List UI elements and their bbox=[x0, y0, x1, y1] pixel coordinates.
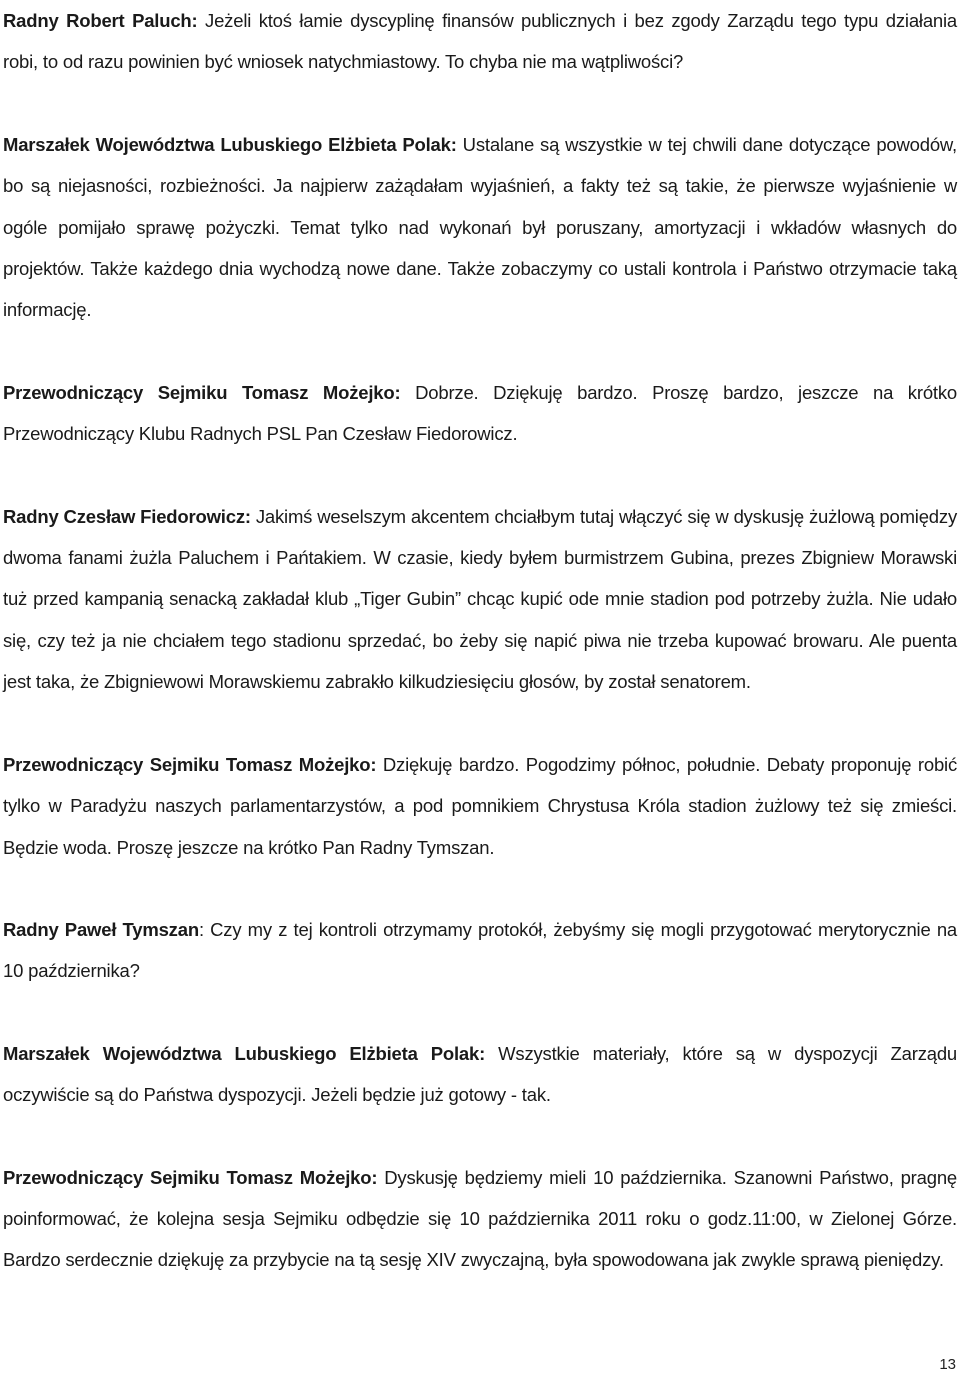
paragraph-text: Ustalane są wszystkie w tej chwili dane dotyczące powodów, bo są niejasności, rozbieżności. Ja najpierw zażądałam wyjaśnień, a fakty też są takie, że pierwsze wyjaśnienie w ogóle pomijało sprawę pożyczki. Temat tylko nad wykonań był poruszany, amortyzacji i wkładów własnych do projektów. Także każdego dnia wychodzą nowe dane. Także zobaczymy co ustali kontrola i Państwo otrzymacie taką informację. bbox=[3, 133, 957, 321]
paragraph-paluch-1 bbox=[3, 0, 957, 83]
paragraph-mozejko-3 bbox=[3, 1157, 957, 1281]
paragraph-mozejko-1 bbox=[3, 372, 957, 455]
speaker-name: Przewodniczący Sejmiku Tomasz Możejko: bbox=[3, 381, 401, 403]
paragraph-mozejko-2 bbox=[3, 744, 957, 868]
paragraph-text: Jeżeli ktoś łamie dyscyplinę finansów publicznych i bez zgody Zarządu tego typu działania robi, to od razu powinien być wniosek natychmiastowy. To chyba nie ma wątpliwości? bbox=[3, 10, 957, 73]
page-number: 13 bbox=[939, 1356, 956, 1373]
speaker-name: Przewodniczący Sejmiku Tomasz Możejko: bbox=[3, 753, 377, 775]
paragraph-text: Dyskusję będziemy mieli 10 października. Szanowni Państwo, pragnę poinformować, że kolejna sesja Sejmiku odbędzie się 10 października 2011 roku o godz.11:00, w Zielonej Górze. Bardzo serdecznie dziękuję za przybycie na tą sesję XIV zwyczajną, była spowodowana jak zwykle sprawą pieniędzy. bbox=[3, 1166, 957, 1271]
paragraph-text: Dobrze. Dziękuję bardzo. Proszę bardzo, jeszcze na krótko Przewodniczący Klubu Radnych PSL Pan Czesław Fiedorowicz. bbox=[3, 381, 957, 445]
paragraph-fiedorowicz bbox=[3, 496, 957, 703]
speaker-name: Przewodniczący Sejmiku Tomasz Możejko: bbox=[3, 1166, 378, 1188]
speaker-name: Radny Paweł Tymszan bbox=[3, 918, 199, 940]
paragraph-tymszan bbox=[3, 909, 957, 992]
speaker-name: Marszałek Województwa Lubuskiego Elżbieta Polak: bbox=[3, 1042, 486, 1064]
document-page bbox=[3, 0, 957, 1281]
paragraph-text: : Czy my z tej kontroli otrzymamy protokół, żebyśmy się mogli przygotować merytorycznie na 10 października? bbox=[3, 918, 957, 982]
speaker-name: Marszałek Województwa Lubuskiego Elżbieta Polak: bbox=[3, 133, 457, 155]
speaker-name: Radny Czesław Fiedorowicz: bbox=[3, 505, 251, 527]
paragraph-polak-2 bbox=[3, 1033, 957, 1116]
speaker-name: Radny Robert Paluch: bbox=[3, 10, 198, 31]
paragraph-text: Dziękuję bardzo. Pogodzimy północ, południe. Debaty proponuję robić tylko w Paradyżu naszych parlamentarzystów, a pod pomnikiem Chrystusa Króla stadion żużlowy też się zmieści. Będzie woda. Proszę jeszcze na krótko Pan Radny Tymszan. bbox=[3, 753, 957, 858]
paragraph-text: Jakimś weselszym akcentem chciałbym tutaj włączyć się w dyskusję żużlową pomiędzy dwoma fanami żużla Paluchem i Pańtakiem. W czasie, kiedy byłem burmistrzem Gubina, prezes Zbigniew Morawski tuż przed kampanią senacką zakładał klub „Tiger Gubin” chcąc kupić ode mnie stadion pod potrzeby żużla. Nie udało się, czy też ja nie chciałem tego stadionu sprzedać, bo żeby się napić piwa nie trzeba kupować browaru. Ale puenta jest taka, że Zbigniewowi Morawskiemu zabrakło kilkudziesięciu głosów, by został senatorem. bbox=[3, 505, 957, 693]
paragraph-polak-1 bbox=[3, 124, 957, 331]
paragraph-text: Wszystkie materiały, które są w dyspozycji Zarządu oczywiście są do Państwa dyspozycji. Jeżeli będzie już gotowy - tak. bbox=[3, 1042, 958, 1106]
